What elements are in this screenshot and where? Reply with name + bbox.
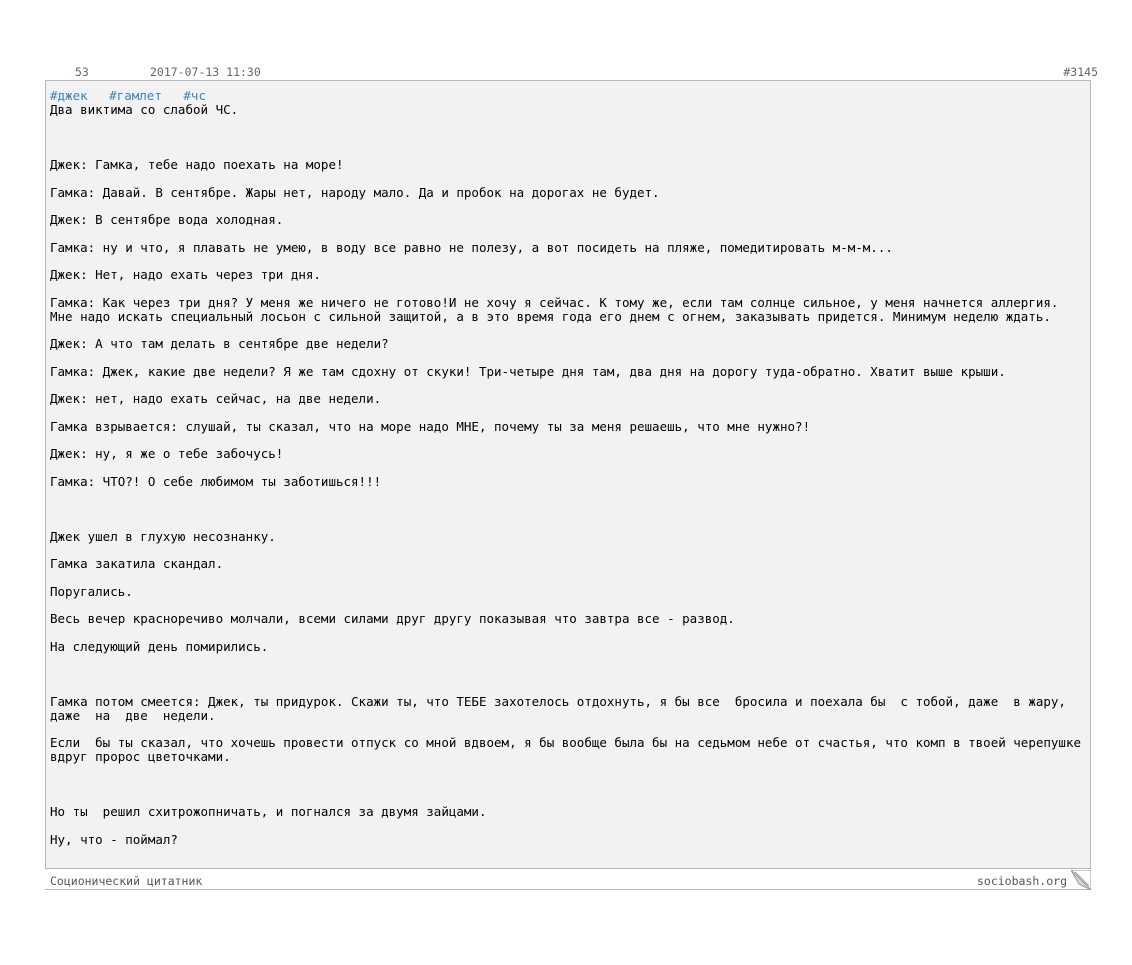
quote-line: Гамка: ЧТО?! О себе любимом ты заботишься!!! bbox=[50, 473, 382, 489]
quote-line: Гамка закатила скандал. bbox=[50, 556, 224, 571]
page-curl-icon[interactable] bbox=[1071, 870, 1091, 890]
source-label: Соционический цитатник bbox=[50, 874, 203, 888]
quote-line: Джек: Гамка, тебе надо поехать на море! bbox=[50, 157, 344, 172]
quote-line: На следующий день помирились. bbox=[50, 638, 269, 654]
site-link[interactable]: sociobash.org bbox=[976, 874, 1067, 888]
quote-line: Ну, что - поймал? bbox=[50, 831, 178, 847]
quote-line: Но ты решил схитрожопничать, и погнался за двумя зайцами. bbox=[50, 804, 487, 819]
quote-line: Гамка взрывается: слушай, ты сказал, что на море надо МНЕ, почему ты за меня решаешь, что мне нужно?! bbox=[50, 418, 811, 434]
quote-line: Гамка: ну и что, я плавать не умею, в воду все равно не полезу, а вот посидеть на пляже, помедитировать м-м-м... bbox=[50, 239, 893, 255]
quote-rating: 53 bbox=[75, 65, 89, 79]
quote-line: Весь вечер красноречиво молчали, всеми силами друг другу показывая что завтра все - развод. bbox=[50, 611, 735, 626]
quote-footer bbox=[45, 870, 1091, 890]
quote-body bbox=[45, 80, 1091, 869]
quote-text bbox=[50, 102, 1089, 847]
quote-line: Джек: В сентябре вода холодная. bbox=[50, 212, 284, 227]
quote-line: Джек: А что там делать в сентябре две недели? bbox=[50, 336, 389, 351]
quote-line: Гамка: Как через три дня? У меня же ничего не готово!И не хочу я сейчас. К тому же, если там солнце сильное, у меня начнется аллергия. Мне надо искать специальный лосьон с сильной защитой, а в это время года его днем с огнем, заказывать придется. Минимум неделю ждать. bbox=[50, 294, 1066, 324]
paragraph-gap bbox=[50, 667, 1086, 695]
tag-link[interactable]: #чс bbox=[183, 88, 206, 103]
quote-line: Гамка потом смеется: Джек, ты придурок. Скажи ты, что ТЕБЕ захотелось отдохнуть, я бы все бросила и поехала бы с тобой, даже в жару, даже на две недели. bbox=[50, 693, 1074, 723]
paragraph-gap bbox=[50, 502, 1086, 530]
quote-meta bbox=[0, 63, 1132, 79]
quote-date: 2017-07-13 11:30 bbox=[150, 65, 261, 79]
tag-list bbox=[50, 89, 1086, 103]
quote-line: Если бы ты сказал, что хочешь провести отпуск со мной вдвоем, я бы вообще была бы на седьмом небе от счастья, что комп в твоей черепушке вдруг пророс цветочками. bbox=[50, 735, 1089, 764]
tag-link[interactable]: #джек bbox=[50, 88, 88, 103]
quote-line: Джек: ну, я же о тебе забочусь! bbox=[50, 446, 284, 461]
quote-line: Джек ушел в глухую несознанку. bbox=[50, 528, 276, 544]
quote-title: Два виктима со слабой ЧС. bbox=[50, 102, 239, 117]
quote-line: Поругались. bbox=[50, 583, 133, 599]
quote-number[interactable]: #3145 bbox=[1063, 65, 1098, 79]
paragraph-gap bbox=[50, 131, 1086, 159]
quote-line: Джек: нет, надо ехать сейчас, на две недели. bbox=[50, 391, 382, 406]
paragraph-gap bbox=[50, 778, 1086, 806]
quote-line: Джек: Нет, надо ехать через три дня. bbox=[50, 267, 321, 282]
tag-link[interactable]: #гамлет bbox=[109, 88, 162, 103]
quote-line: Гамка: Давай. В сентябре. Жары нет, народу мало. Да и пробок на дорогах не будет. bbox=[50, 184, 660, 200]
quote-line: Гамка: Джек, какие две недели? Я же там сдохну от скуки! Три-четыре дня там, два дня на дорогу туда-обратно. Хватит выше крыши. bbox=[50, 363, 1006, 379]
